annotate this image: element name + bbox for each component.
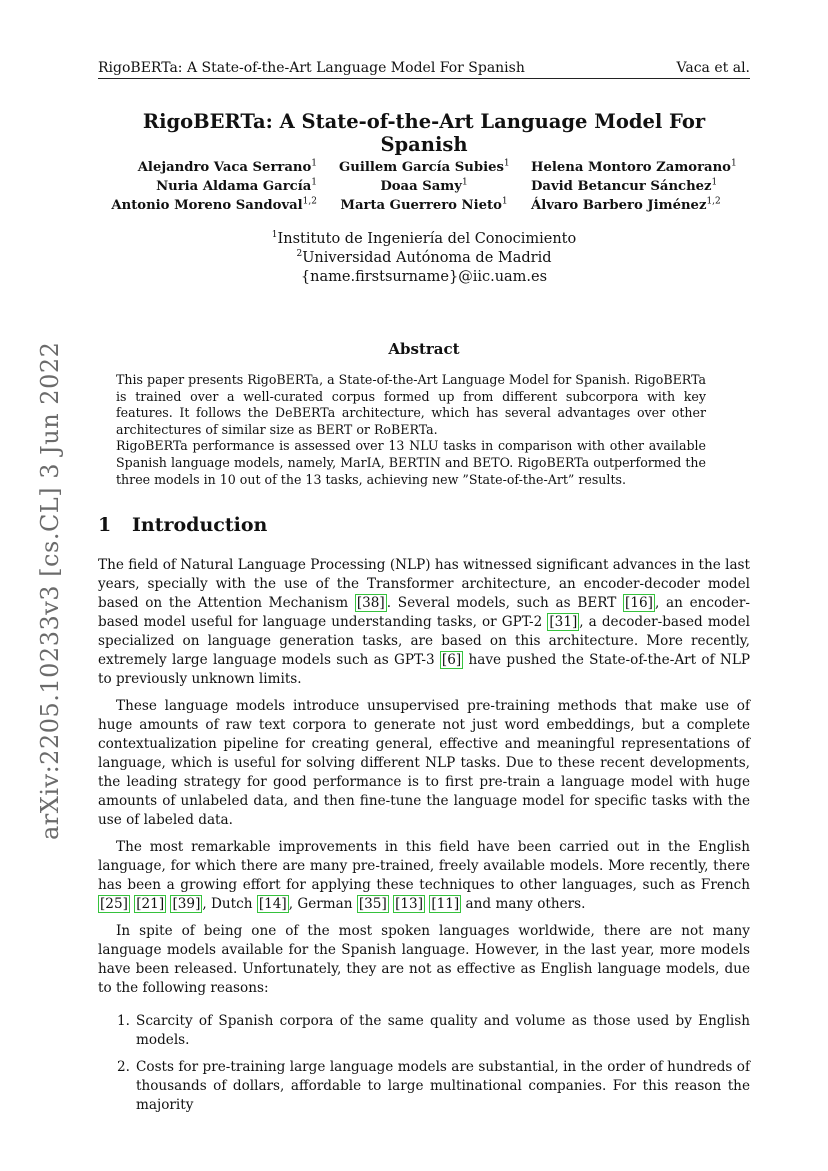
paragraph	[98, 556, 750, 689]
paragraph-text: , German	[288, 896, 357, 912]
paragraph-text: , a decoder-based model specialized on language generation tasks, are based on this architecture. More recently, extremely large language models such as GPT-3	[98, 614, 751, 668]
abstract-paragraph: RigoBERTa performance is assessed over 13 NLU tasks in comparison with other available Spanish language models, namely, MarIA, BERTIN and BETO. RigoBERTa outperformed the three models in 10 out of the 13 tasks, achieving new ”State-of-the-Art” results.	[116, 438, 706, 487]
citation-link[interactable]: [16]	[625, 595, 653, 611]
section-number: 1	[98, 514, 112, 536]
section-heading	[98, 514, 750, 536]
running-header	[98, 58, 750, 79]
citation-link[interactable]: [11]	[431, 896, 460, 912]
body-text	[98, 556, 750, 1123]
paragraph-text: , an encoder-based model useful for language understanding tasks, or GPT-2	[98, 595, 750, 630]
paragraph-text: The most remarkable improvements in this field have been carried out in the English language, for which there are many pre-trained, freely available models. More recently, there has been a growing effort for applying these techniques to other languages, such as French	[98, 839, 750, 893]
author: Álvaro Barbero Jiménez$^{1,2}$	[531, 196, 721, 213]
affiliation: $^1$Instituto de Ingeniería del Conocimiento	[271, 230, 577, 247]
paragraph-text: In spite of being one of the most spoken languages worldwide, there are not many language models available for the Spanish language. However, in the last year, more models have been released. Unfortunately, they are not as effective as English language models, due to the following reasons:	[98, 923, 750, 996]
citation-link[interactable]: [25]	[100, 896, 128, 912]
reasons-list	[98, 1012, 750, 1115]
author: Nuria Aldama García$^1$	[156, 177, 317, 194]
paragraph-text: have pushed the State-of-the-Art of NLP to previously unknown limits.	[98, 652, 750, 687]
list-item: 2. Costs for pre-training large language models are substantial, in the order of hundreds of thousands of dollars, affordable to large multinational companies. For this reason the majority	[117, 1059, 750, 1113]
paragraph	[98, 697, 750, 830]
author: David Betancur Sánchez$^1$	[531, 177, 718, 194]
author-block	[98, 158, 750, 215]
contact-email: {name.firstsurname}@iic.uam.es	[300, 269, 548, 285]
citation-link[interactable]: [6]	[441, 652, 462, 668]
affiliation: $^2$Universidad Autónoma de Madrid	[296, 249, 552, 266]
paragraph-text: and many others.	[461, 896, 586, 912]
author: Antonio Moreno Sandoval$^{1,2}$	[111, 196, 317, 213]
author-row	[98, 196, 750, 215]
abstract-heading: Abstract	[388, 340, 460, 358]
arxiv-stamp[interactable]: arXiv:2205.10233v3 [cs.CL] 3 Jun 2022	[36, 341, 64, 840]
citation-link[interactable]: [31]	[549, 614, 578, 630]
citation-link[interactable]: [38]	[356, 595, 385, 611]
paragraph-text: These language models introduce unsupervised pre-training methods that make use of huge amounts of raw text corpora to generate not just word embeddings, but a complete contextualization pipeline for creating general, effective and meaningful representations of language, which is useful for solving different NLP tasks. Due to these recent developments, the leading strategy for good performance is to first pre-train a language model with huge amounts of unlabeled data, and then fine-tune the language model for specific tasks with the use of labeled data.	[98, 698, 750, 828]
paper-title: RigoBERTa: A State-of-the-Art Language Model For Spanish	[142, 110, 706, 156]
paragraph	[98, 838, 750, 914]
citation-link[interactable]: [21]	[136, 896, 165, 912]
citation-link[interactable]: [14]	[258, 896, 287, 912]
author: Alejandro Vaca Serrano$^1$	[137, 158, 317, 175]
affiliations	[98, 230, 750, 287]
citation-link[interactable]: [35]	[358, 896, 387, 912]
citation-link[interactable]: [39]	[172, 896, 201, 912]
list-item: 1. Scarcity of Spanish corpora of the same quality and volume as those used by English models.	[117, 1013, 750, 1048]
author: Helena Montoro Zamorano$^1$	[531, 158, 737, 175]
paragraph-text: The field of Natural Language Processing (NLP) has witnessed significant advances in the last years, specially with the use of the Transformer architecture, an encoder-decoder model based on the Attention Mechanism	[98, 557, 750, 611]
author: Guillem García Subies$^1$	[339, 158, 510, 175]
author-row	[98, 177, 750, 196]
author: Marta Guerrero Nieto$^1$	[340, 196, 508, 213]
paragraph	[98, 922, 750, 998]
paragraph-text: . Several models, such as BERT	[386, 595, 624, 611]
author-row	[98, 158, 750, 177]
paragraph-text: , Dutch	[202, 896, 257, 912]
citation-link[interactable]: [13]	[395, 896, 423, 912]
section-title: Introduction	[132, 514, 268, 536]
abstract	[116, 372, 706, 488]
running-header-title: RigoBERTa: A State-of-the-Art Language Model For Spanish	[98, 60, 525, 76]
abstract-paragraph: This paper presents RigoBERTa, a State-of-the-Art Language Model for Spanish. RigoBERTa is trained over a well-curated corpus formed up from different subcorpora with key features. It follows the DeBERTa architecture, which has several advantages over other architectures of similar size as BERT or RoBERTa.	[116, 372, 706, 437]
running-header-authors: Vaca et al.	[676, 60, 750, 76]
author: Doaa Samy$^1$	[380, 177, 468, 194]
